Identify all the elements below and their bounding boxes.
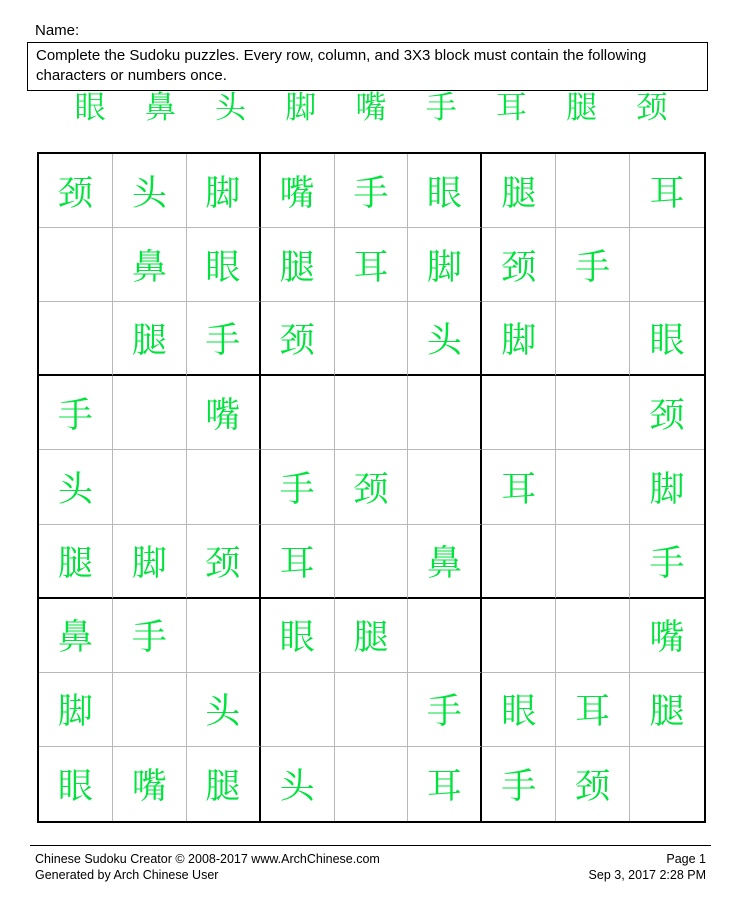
footer-left (35, 851, 380, 884)
generated-by-line: Generated by Arch Chinese User (35, 868, 219, 883)
name-label: Name: (35, 22, 80, 39)
grid-cell-given: 颈 (482, 228, 556, 302)
grid-cell-empty[interactable] (482, 525, 556, 599)
grid-cell-empty[interactable] (556, 525, 630, 599)
grid-cell-given: 脚 (39, 673, 113, 747)
grid-cell-empty[interactable] (187, 450, 261, 524)
grid-cell-given: 手 (630, 525, 704, 599)
grid-cell-given: 嘴 (261, 154, 335, 228)
timestamp: Sep 3, 2017 2:28 PM (588, 868, 706, 883)
grid-cell-given: 耳 (556, 673, 630, 747)
grid-cell-empty[interactable] (113, 450, 187, 524)
instruction-box (27, 42, 708, 91)
grid-cell-given: 颈 (335, 450, 409, 524)
grid-cell-empty[interactable] (482, 376, 556, 450)
grid-cell-given: 脚 (482, 302, 556, 376)
grid-cell-empty[interactable] (335, 673, 409, 747)
grid-cell-given: 嘴 (113, 747, 187, 821)
grid-cell-given: 眼 (187, 228, 261, 302)
grid-cell-empty[interactable] (187, 599, 261, 673)
grid-cell-given: 颈 (261, 302, 335, 376)
grid-cell-given: 手 (113, 599, 187, 673)
grid-cell-given: 脚 (408, 228, 482, 302)
grid-cell-empty[interactable] (408, 376, 482, 450)
creator-line: Chinese Sudoku Creator © 2008-2017 www.ArchChinese.com (35, 852, 380, 866)
grid-cell-empty[interactable] (335, 376, 409, 450)
grid-cell-given: 头 (408, 302, 482, 376)
grid-cell-given: 手 (408, 673, 482, 747)
grid-cell-given: 颈 (630, 376, 704, 450)
page-number: Page 1 (666, 852, 706, 866)
grid-cell-given: 颈 (39, 154, 113, 228)
grid-cell-given: 腿 (113, 302, 187, 376)
footer-right (589, 851, 706, 884)
grid-cell-given: 颈 (187, 525, 261, 599)
grid-cell-empty[interactable] (630, 228, 704, 302)
bank-character: 眼 (74, 90, 106, 126)
bank-character: 头 (215, 90, 247, 126)
grid-cell-given: 手 (335, 154, 409, 228)
grid-cell-given: 腿 (482, 154, 556, 228)
grid-cell-empty[interactable] (335, 302, 409, 376)
grid-cell-given: 眼 (408, 154, 482, 228)
grid-cell-empty[interactable] (261, 673, 335, 747)
grid-cell-given: 耳 (408, 747, 482, 821)
grid-cell-given: 嘴 (187, 376, 261, 450)
grid-cell-given: 腿 (261, 228, 335, 302)
grid-cell-empty[interactable] (556, 450, 630, 524)
grid-cell-given: 脚 (187, 154, 261, 228)
grid-cell-empty[interactable] (556, 599, 630, 673)
grid-cell-given: 头 (39, 450, 113, 524)
grid-cell-given: 眼 (261, 599, 335, 673)
grid-cell-empty[interactable] (482, 599, 556, 673)
grid-cell-given: 眼 (39, 747, 113, 821)
grid-cell-given: 头 (113, 154, 187, 228)
grid-cell-given: 腿 (39, 525, 113, 599)
bank-character: 鼻 (144, 90, 176, 126)
sudoku-grid (37, 152, 706, 823)
grid-cell-given: 眼 (630, 302, 704, 376)
grid-cell-given: 头 (187, 673, 261, 747)
grid-cell-given: 眼 (482, 673, 556, 747)
grid-cell-given: 腿 (187, 747, 261, 821)
grid-cell-given: 手 (39, 376, 113, 450)
bank-character: 颈 (636, 90, 668, 126)
grid-cell-given: 颈 (556, 747, 630, 821)
grid-cell-empty[interactable] (556, 376, 630, 450)
grid-cell-empty[interactable] (630, 747, 704, 821)
bank-character: 耳 (495, 90, 527, 126)
footer-divider (30, 845, 711, 846)
grid-cell-given: 嘴 (630, 599, 704, 673)
grid-cell-given: 脚 (630, 450, 704, 524)
bank-character: 脚 (285, 90, 317, 126)
grid-cell-empty[interactable] (113, 673, 187, 747)
grid-cell-given: 手 (482, 747, 556, 821)
grid-cell-empty[interactable] (39, 228, 113, 302)
grid-cell-empty[interactable] (39, 302, 113, 376)
instruction-text: Complete the Sudoku puzzles. Every row, column, and 3X3 block must contain the following characters or numbers once. (36, 47, 647, 84)
bank-character: 手 (425, 90, 457, 126)
grid-cell-given: 脚 (113, 525, 187, 599)
grid-cell-given: 耳 (482, 450, 556, 524)
grid-cell-given: 鼻 (39, 599, 113, 673)
grid-cell-empty[interactable] (113, 376, 187, 450)
grid-cell-empty[interactable] (408, 450, 482, 524)
grid-cell-given: 耳 (630, 154, 704, 228)
grid-cell-empty[interactable] (335, 525, 409, 599)
footer (35, 851, 706, 884)
grid-cell-given: 鼻 (408, 525, 482, 599)
grid-cell-empty[interactable] (261, 376, 335, 450)
grid-cell-given: 鼻 (113, 228, 187, 302)
grid-cell-empty[interactable] (335, 747, 409, 821)
grid-cell-empty[interactable] (556, 154, 630, 228)
bank-character: 腿 (566, 90, 598, 126)
grid-cell-given: 手 (261, 450, 335, 524)
grid-cell-given: 腿 (630, 673, 704, 747)
grid-cell-given: 耳 (335, 228, 409, 302)
grid-cell-given: 头 (261, 747, 335, 821)
grid-cell-empty[interactable] (556, 302, 630, 376)
grid-cell-given: 手 (556, 228, 630, 302)
bank-character: 嘴 (355, 90, 387, 126)
character-bank (55, 88, 687, 128)
grid-cell-given: 耳 (261, 525, 335, 599)
grid-cell-given: 腿 (335, 599, 409, 673)
grid-cell-empty[interactable] (408, 599, 482, 673)
grid-cell-given: 手 (187, 302, 261, 376)
